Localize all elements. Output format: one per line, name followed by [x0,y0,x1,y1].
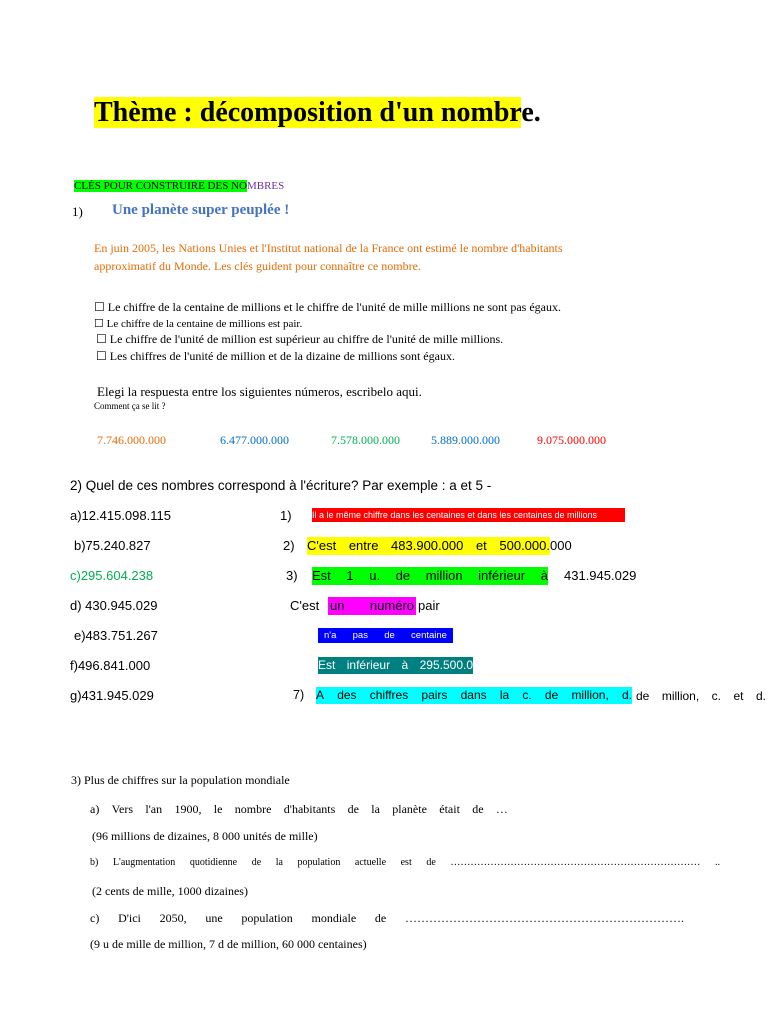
clue-3 [96,332,503,347]
word: .. [714,857,720,868]
word: de [251,857,262,868]
word: ………………………………………………………………… [450,857,701,868]
word: et [733,689,744,703]
word: d. [621,688,632,702]
number-f: f)496.841.000 [70,658,151,673]
hint-a: (96 millions de dizaines, 8 000 unités de mille) [92,829,318,843]
section1-number: 1) [72,204,83,219]
word: b) [90,857,99,868]
option-2: 6.477.000.000 [220,433,289,447]
word: numéro [369,598,414,613]
statement-1-number: 1) [280,508,292,523]
word: inférieur [346,658,391,672]
word: Est [312,568,331,583]
word: pas [352,630,368,641]
statement-6 [318,657,473,674]
word: ……………………………………………………………. [404,911,684,925]
word: A [316,688,325,702]
word: planète [392,802,427,816]
word: c. [711,689,721,703]
statement-5 [318,628,453,643]
word: Vers [111,802,133,816]
question-b [90,857,720,868]
page-title [94,97,541,129]
intro-line-1: En juin 2005, les Nations Unies et l'Institut national de la France ont estimé le nombre d'habitants [94,241,563,255]
word: population [241,911,293,925]
number-b: b)75.240.827 [74,538,151,553]
word: l'an [145,802,163,816]
clue-2 [94,317,302,330]
word: le [213,802,223,816]
number-g: g)431.945.029 [70,688,154,703]
clue-1-text: Le chiffre de la centaine de millions et le chiffre de l'unité de mille millions ne sont pas égaux. [104,300,562,314]
question-c [90,911,684,926]
word: actuelle [354,857,387,868]
word: 2050, [159,911,187,925]
word: C'est [307,538,337,553]
statement-4 [328,597,416,615]
word: de [384,630,395,641]
word: D'ici [118,911,141,925]
word: était [439,802,460,816]
word: c. [522,688,532,702]
word: 500.000. [499,538,550,553]
word: des [337,688,357,702]
statement-3-number: 3) [286,568,298,583]
intro-line-2: approximatif du Monde. Les clés guident pour connaître ce nombre. [94,259,421,273]
word: chiffres [369,688,409,702]
statement-2-number: 2) [283,538,295,553]
word: population [297,857,341,868]
statement-4-prefix: C'est [290,598,320,613]
checkbox-icon: ☐ [96,349,107,363]
word: de [426,857,436,868]
instruction: Elegi la respuesta entre los siguientes números, escribelo aqui. [97,384,422,399]
number-e: e)483.751.267 [74,628,158,643]
section1-heading: Une planète super peuplée ! [112,202,290,218]
question: Comment ça se lit ? [94,401,166,411]
word: la [371,802,380,816]
word: L'augmentation [112,857,176,868]
question-a [90,802,508,817]
word: et [475,538,487,553]
word: un [330,598,345,613]
word: 295.500.0 [419,658,473,672]
word: mondiale [311,911,357,925]
word: centaine [411,630,447,641]
checkbox-icon: ☐ [96,332,107,346]
word: 1 [346,568,354,583]
clues-header-end: MBRES [246,180,285,192]
word: à [401,658,409,672]
word: quotidienne [189,857,238,868]
statement-7-number: 7) [293,688,305,702]
statement-2 [307,537,550,555]
number-c: c)295.604.238 [70,568,154,583]
word: c) [90,911,100,925]
number-d: d) 430.945.029 [70,598,158,613]
word: d. [755,689,766,703]
clues-header-highlight: CLÉS POUR CONSTRUIRE DES NO [74,180,247,192]
word: nombre [234,802,272,816]
number-a: a)12.415.098.115 [70,508,171,523]
word: Est [318,658,336,672]
statement-7 [316,687,632,704]
word: … [495,802,508,816]
word: million, [661,689,700,703]
word: de [636,689,650,703]
statement-4-tail: pair [418,598,440,613]
word: de [472,802,484,816]
statement-2-tail: 000 [550,538,572,553]
clue-1 [94,300,561,315]
word: à [540,568,548,583]
word: inférieur [478,568,526,583]
hint-c: (9 u de mille de million, 7 d de million, 60 000 centaines) [90,937,367,951]
word: la [275,857,283,868]
checkbox-icon: ☐ [94,300,105,314]
title-end: e. [521,97,541,128]
word: million [425,568,463,583]
word: d'habitants [283,802,336,816]
word: million, [571,688,609,702]
clue-3-text: Le chiffre de l'unité de million est supérieur au chiffre de l'unité de mille millions. [106,332,504,346]
word: n'a [324,630,337,641]
word: de [544,688,559,702]
word: de [374,911,387,925]
clue-4 [96,349,455,364]
word: u. [369,568,381,583]
word: 483.900.000 [391,538,464,553]
word: pairs [421,688,448,702]
word: de [395,568,411,583]
statement-7-tail [636,688,766,705]
clues-header [74,180,284,192]
word: est [400,857,412,868]
statement-3 [312,567,548,585]
option-1: 7.746.000.000 [97,433,166,447]
word: a) [90,802,100,816]
hint-b: (2 cents de mille, 1000 dizaines) [92,884,248,898]
word: la [499,688,510,702]
word: 1900, [174,802,202,816]
statement-1: Il a le même chiffre dans les centaines et dans les centaines de millions [312,508,625,522]
clue-4-text: Les chiffres de l'unité de million et de la dizaine de millions sont égaux. [106,349,455,363]
option-3: 7.578.000.000 [331,433,400,447]
section3-heading: 3) Plus de chiffres sur la population mondiale [71,773,290,787]
word: entre [348,538,379,553]
checkbox-icon: ☐ [94,318,104,330]
option-4: 5.889.000.000 [431,433,500,447]
word: de [347,802,359,816]
section2-heading: 2) Quel de ces nombres correspond à l'écriture? Par exemple : a et 5 - [70,478,492,493]
option-5: 9.075.000.000 [537,433,606,447]
word: une [205,911,223,925]
title-highlight: Thème : décomposition d'un nombr [94,97,522,128]
word: dans [460,688,487,702]
statement-3-tail: 431.945.029 [564,568,637,583]
clue-2-text: Le chiffre de la centaine de millions est pair. [103,318,303,330]
